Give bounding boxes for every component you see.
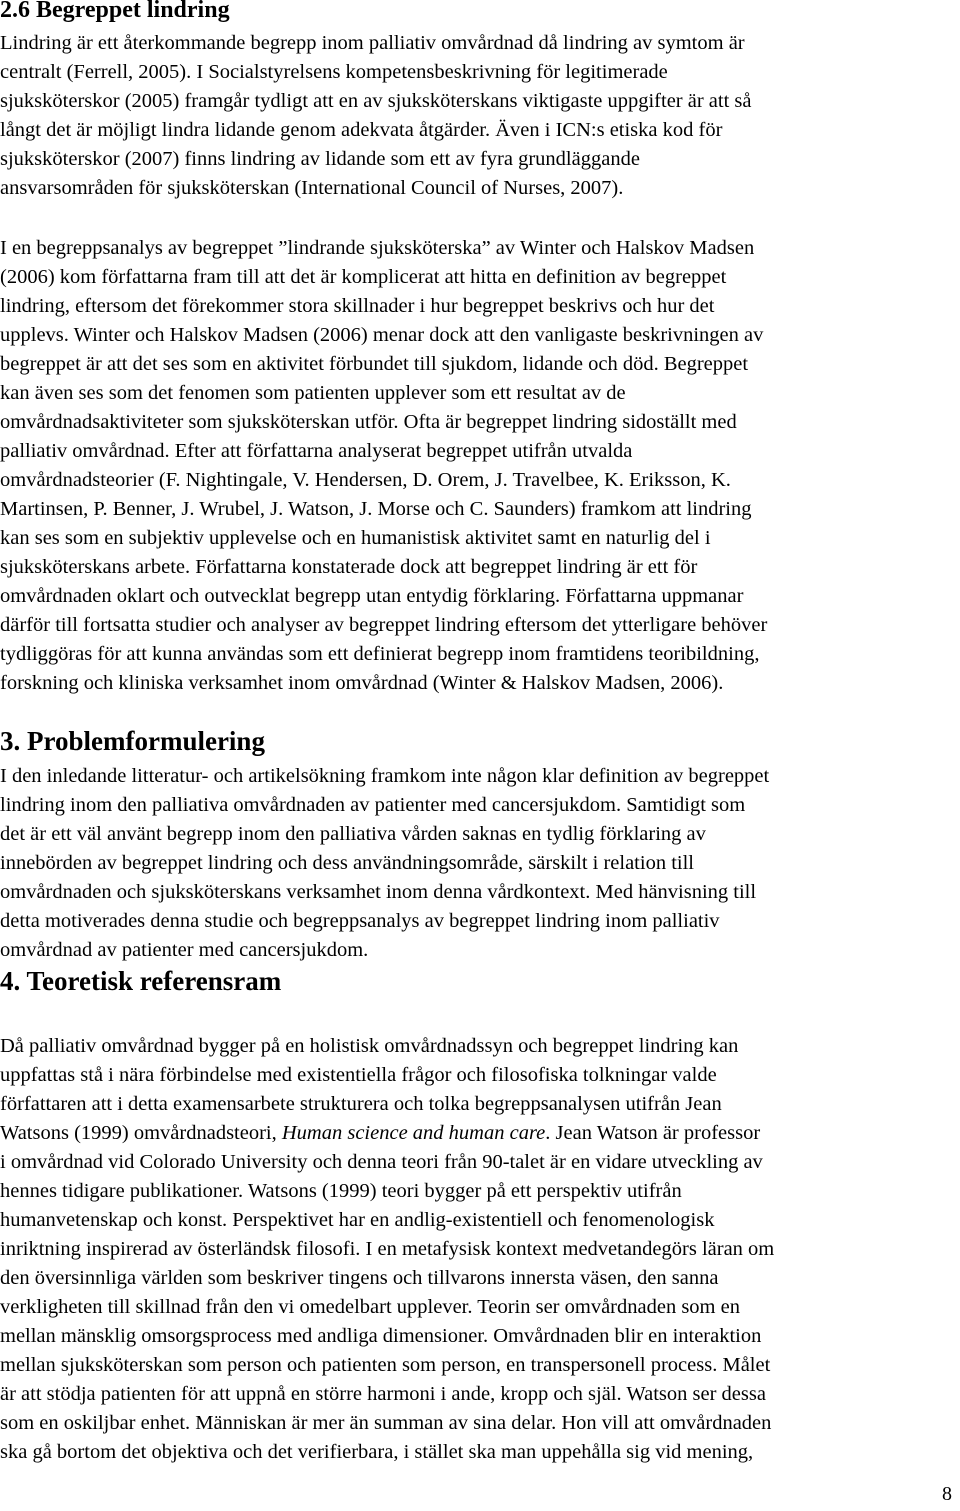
text-line: omvårdnadsaktiviteter som sjuksköterskan utför. Ofta är begreppet lindring sidoställt med [0,411,737,433]
text-line: upplevs. Winter och Halskov Madsen (2006) menar dock att den vanligaste beskrivningen av [0,324,764,346]
text-line: omvårdnaden och sjuksköterskans verksamhet inom denna vårdkontext. Med hänvisning till [0,881,757,903]
text-line: I den inledande litteratur- och artikelsökning framkom inte någon klar definition av begreppet [0,765,770,787]
text-line: hennes tidigare publikationer. Watsons (1999) teori bygger på ett perspektiv utifrån [0,1180,682,1202]
text-line: mellan mänsklig omsorgsprocess med andliga dimensioner. Omvårdnaden blir en interaktion [0,1325,762,1347]
text-line: I en begreppsanalys av begreppet ”lindrande sjuksköterska” av Winter och Halskov Madsen [0,237,755,259]
text-line: mellan sjuksköterskan som person och patienten som person, en transpersonell process. Målet [0,1354,771,1376]
text-line: uppfattas stå i nära förbindelse med existentiella frågor och filosofiska tolkningar valde [0,1064,717,1086]
text-line: begreppet är att det ses som en aktivitet förbundet till sjukdom, lidande och död. Begreppet [0,353,749,375]
text-line: omvårdnaden oklart och outvecklat begrepp utan entydig förklaring. Författarna uppmanar [0,585,744,607]
paragraph-teoretisk-referensram [0,1032,774,1467]
text-line: ansvarsområden för sjuksköterskan (International Council of Nurses, 2007). [0,177,624,199]
text-line: sjuksköterskans arbete. Författarna konstaterade dock att begreppet lindring är ett för [0,556,698,578]
text-line: palliativ omvårdnad. Efter att författarna analyserat begreppet utifrån utvalda [0,440,633,462]
page-number: 8 [942,1483,952,1505]
text-line: är att stödja patienten för att uppnå en större harmoni i ande, kropp och själ. Watson ser dessa [0,1383,766,1405]
text-line: som en oskiljbar enhet. Människan är mer än summan av sina delar. Hon vill att omvårdnaden [0,1412,772,1434]
text-fragment: Watsons (1999) omvårdnadsteori, [0,1122,282,1144]
text-line: centralt (Ferrell, 2005). I Socialstyrelsens kompetensbeskrivning för legitimerade [0,61,668,83]
text-line: långt det är möjligt lindra lidande genom adekvata åtgärder. Även i ICN:s etiska kod för [0,119,723,141]
text-line: kan ses som en subjektiv upplevelse och en humanistisk aktivitet samt en naturlig del i [0,527,711,549]
text-line: sjuksköterskor (2007) finns lindring av lidande som ett av fyra grundläggande [0,148,640,170]
text-line: det är ett väl använt begrepp inom den palliativa vården saknas en tydlig förklaring av [0,823,706,845]
text-line: kan även ses som det fenomen som patienten upplever som ett resultat av de [0,382,626,404]
text-line: lindring inom den palliativa omvårdnaden av patienter med cancersjukdom. Samtidigt som [0,794,746,816]
section-heading-teoretisk-referensram: 4. Teoretisk referensram [0,966,282,996]
paragraph-problemformulering [0,762,769,965]
text-line: humanvetenskap och konst. Perspektivet har en andlig-existentiell och fenomenologisk [0,1209,715,1231]
text-line: Martinsen, P. Benner, J. Wrubel, J. Watson, J. Morse och C. Saunders) framkom att lindring [0,498,752,520]
text-line: sjuksköterskor (2005) framgår tydligt att en av sjuksköterskans viktigaste uppgifter är att så [0,90,752,112]
book-title: Human science and human care [281,1122,546,1144]
text-line: forskning och kliniska verksamhet inom omvårdnad (Winter & Halskov Madsen, 2006). [0,672,724,694]
text-line: omvårdnadsteorier (F. Nightingale, V. Hendersen, D. Orem, J. Travelbee, K. Eriksson, K. [0,469,731,491]
text-line: Lindring är ett återkommande begrepp inom palliativ omvårdnad då lindring av symtom är [0,32,745,54]
text-fragment: . Jean Watson är professor [545,1122,761,1144]
text-line: därför till fortsatta studier och analyser av begreppet lindring eftersom det ytterligare behöver [0,614,768,636]
text-line: detta motiverades denna studie och begreppsanalys av begreppet lindring inom palliativ [0,910,720,932]
text-line: författaren att i detta examensarbete strukturera och tolka begreppsanalysen utifrån Jean [0,1093,722,1115]
text-line: lindring, eftersom det förekommer stora skillnader i hur begreppet beskrivs och hur det [0,295,715,317]
section-heading-2-6: 2.6 Begreppet lindring [0,0,230,23]
text-line: i omvårdnad vid Colorado University och denna teori från 90-talet är en vidare utveckling av [0,1151,763,1173]
text-line: Då palliativ omvårdnad bygger på en holistisk omvårdnadssyn och begreppet lindring kan [0,1035,739,1057]
text-line-with-title [0,1119,774,1148]
paragraph-begreppsanalys [0,234,767,698]
text-line: tydliggöras för att kunna användas som ett definierat begrepp inom framtidens teoribildning, [0,643,760,665]
text-line: omvårdnad av patienter med cancersjukdom. [0,939,369,961]
text-line: ska gå bortom det objektiva och det verifierbara, i stället ska man uppehålla sig vid mening, [0,1441,754,1463]
text-line: inriktning inspirerad av österländsk filosofi. I en metafysisk kontext medvetandegörs läran om [0,1238,775,1260]
text-line: den översinnliga världen som beskriver tingens och tillvarons innersta väsen, den sanna [0,1267,719,1289]
paragraph-lindring-intro [0,29,752,203]
text-line: verkligheten till skillnad från den vi omedelbart upplever. Teorin ser omvårdnaden som en [0,1296,740,1318]
text-line: innebörden av begreppet lindring och dess användningsområde, särskilt i relation till [0,852,694,874]
text-line: (2006) kom författarna fram till att det är komplicerat att hitta en definition av begreppet [0,266,727,288]
section-heading-problemformulering: 3. Problemformulering [0,726,265,756]
